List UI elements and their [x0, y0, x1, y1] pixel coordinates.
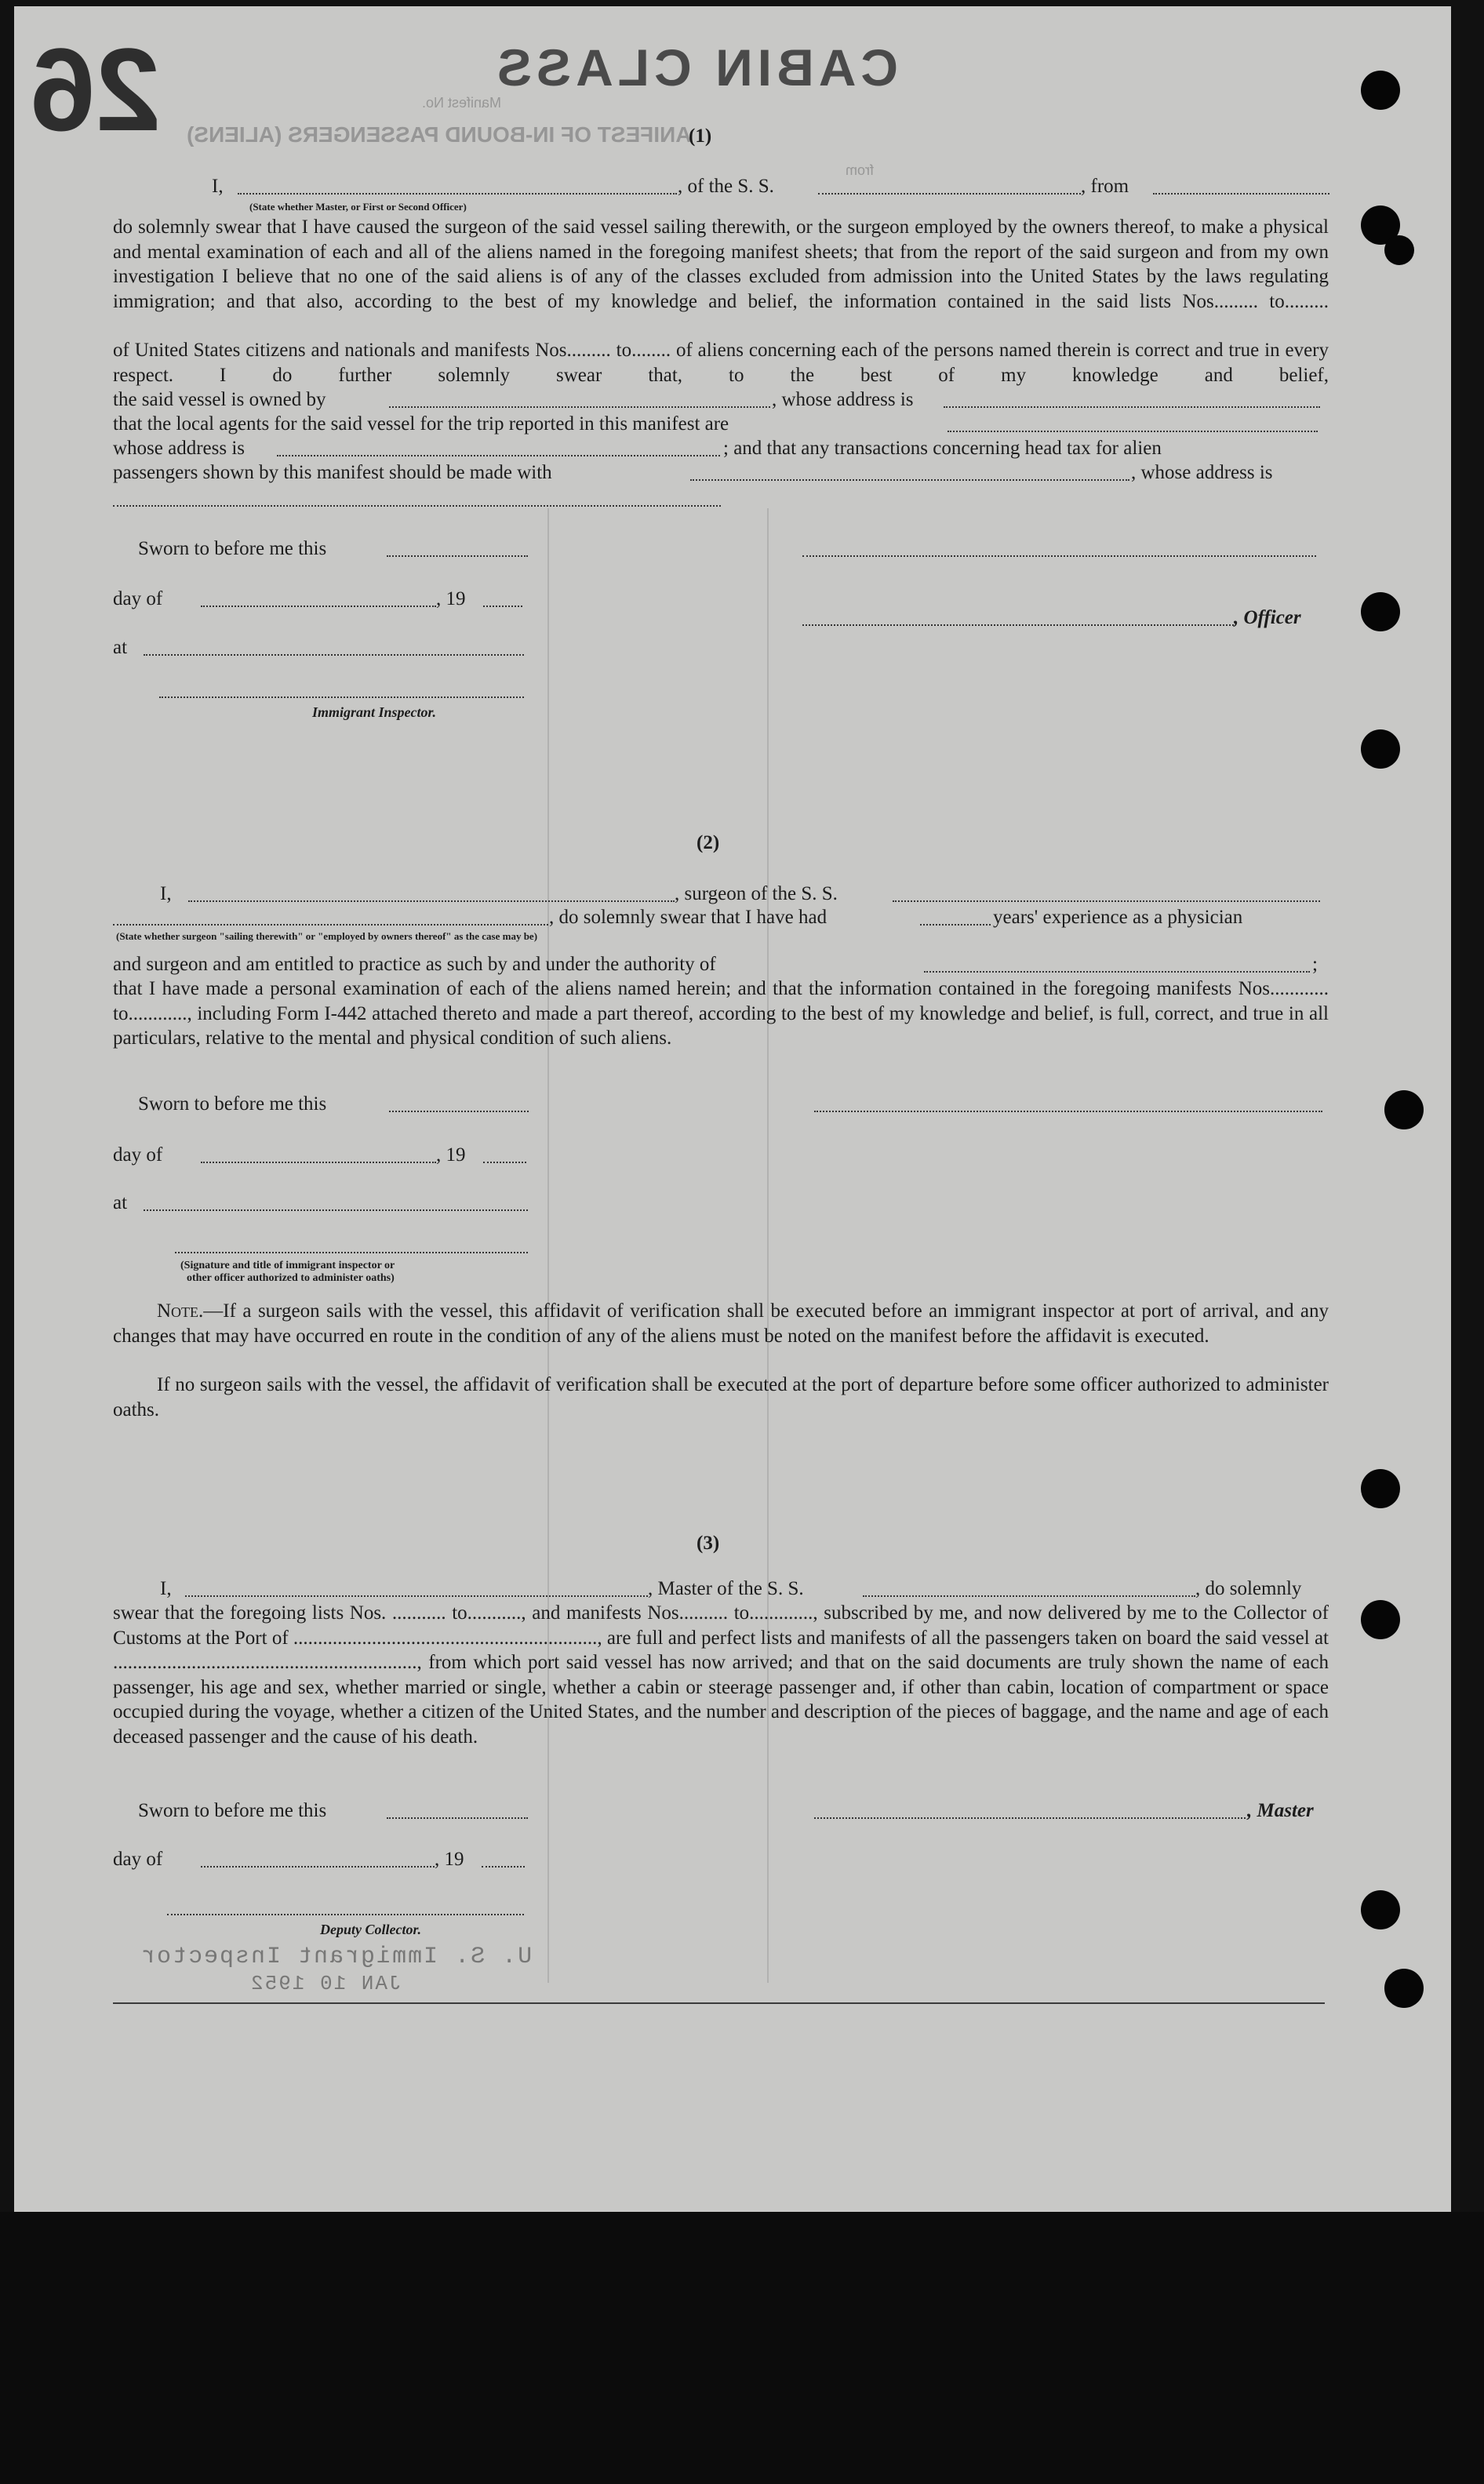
s1-inspector-signature[interactable] [159, 696, 524, 698]
s1-agents-field[interactable] [948, 431, 1318, 432]
s2-year-label: , 19 [436, 1144, 466, 1166]
s3-deputy-caption: Deputy Collector. [320, 1922, 421, 1937]
s1-passengers-label: passengers shown by this manifest should be made with [113, 462, 552, 483]
s1-owner-field[interactable] [389, 406, 770, 408]
s1-whose-address3-label: , whose address is [1131, 462, 1273, 483]
s2-i-label: I, [160, 883, 172, 904]
s3-master-label: , Master [1247, 1800, 1314, 1821]
s2-at-field[interactable] [144, 1209, 528, 1211]
binder-hole [1361, 1469, 1400, 1508]
s2-year-field[interactable] [483, 1162, 526, 1163]
s2-at-label: at [113, 1192, 128, 1213]
s1-day-of-label: day of [113, 588, 163, 609]
s2-surgeon-signature[interactable] [814, 1111, 1322, 1112]
s1-of-ss-label: , of the S. S. [678, 176, 774, 197]
s2-day-of-label: day of [113, 1144, 163, 1166]
s2-month-field[interactable] [201, 1162, 436, 1163]
s1-whose-address2-label: whose address is [113, 438, 246, 459]
bleed-manifest-title: ANIFEST OF IN-BOUND PASSENGERS (ALIENS) [187, 122, 692, 147]
s2-years-field[interactable] [920, 924, 991, 926]
s3-month-field[interactable] [201, 1866, 435, 1868]
section-3-number: (3) [697, 1533, 720, 1554]
s1-name-field[interactable] [238, 193, 677, 195]
s3-name-field[interactable] [185, 1595, 648, 1597]
s1-sworn-day-field[interactable] [387, 555, 528, 557]
scan-background [0, 2212, 1484, 2484]
s1-head-tax-address-field[interactable] [113, 505, 721, 507]
s2-note2: If no surgeon sails with the vessel, the affidavit of verification shall be executed at the port of departure before some officer authorized to administer oaths. [113, 1374, 1329, 1420]
s2-note [113, 1299, 1329, 1348]
bleed-column-rule [767, 508, 769, 1983]
s1-whose-address-label: , whose address is [772, 389, 914, 410]
s1-inspector-caption: Immigrant Inspector. [312, 704, 437, 720]
binder-hole [1384, 1969, 1424, 2008]
s3-sworn-label: Sworn to before me this [138, 1800, 327, 1821]
bottom-rule [113, 2002, 1325, 2004]
s1-local-agents-label: that the local agents for the said vessel for the trip reported in this manifest are [113, 413, 729, 435]
s1-officer-line-2[interactable] [802, 624, 1234, 626]
s2-surgeon-of-label: , surgeon of the S. S. [675, 883, 838, 904]
bleed-manifest-no: Manifest No. [422, 95, 502, 111]
s1-sworn-label: Sworn to before me this [138, 538, 327, 559]
s1-year-label: , 19 [436, 588, 466, 609]
s1-at-label: at [113, 637, 128, 658]
inspector-stamp-line-1: U. S. Immigrant Inspector [140, 1944, 533, 1970]
s3-sworn-day-field[interactable] [387, 1817, 528, 1819]
s1-body2: of United States citizens and nationals and manifests Nos......... to........ of aliens concerning each of the persons named therein is correct and true in every respect. I do further solemnly swear that, to the best of my knowledge and belief, [113, 340, 1329, 386]
binder-hole [1361, 1890, 1400, 1929]
page-number: 26 [30, 24, 161, 155]
s1-i-label: I, [212, 176, 224, 197]
s1-vessel-field[interactable] [818, 193, 1081, 195]
s1-head-tax-party-field[interactable] [690, 479, 1129, 481]
s3-do-solemnly-label: , do solemnly [1195, 1578, 1302, 1599]
section-1-number: (1) [689, 125, 712, 147]
s2-sig-caption-2: other officer authorized to administer oaths) [187, 1272, 395, 1284]
binder-hole [1361, 592, 1400, 631]
s1-officer-line-1[interactable] [802, 555, 1316, 557]
s2-body: and surgeon and am entitled to practice as such by and under the authority of [113, 954, 716, 975]
inspector-stamp-line-2: JAN 10 1952 [249, 1972, 402, 1995]
s2-authority-field[interactable] [924, 971, 1310, 973]
binder-hole [1384, 235, 1414, 265]
s3-body: swear that the foregoing lists Nos. ........... to..........., and manifests Nos.......... to............., subscribed by me, and now delivered by me to the Collector of Customs at the Port of .............................................................., are full and perfect lists and manifests of all the passengers taken on board the said vessel at .............................................................., from which port said vessel has now arrived; and that on the said documents are truly shown the name of each passenger, his age and sex, whether married or single, whether a cabin or steerage passenger and, if other than cabin, location of compartment or space occupied during the voyage, whether a citizen of the United States, and the number and description of the pieces of baggage, and the name and age of each deceased passenger and the cause of his death. [113, 1602, 1329, 1748]
s2-name-field[interactable] [188, 900, 675, 902]
binder-hole [1361, 1600, 1400, 1639]
cabin-class-heading: CABIN CLASS [493, 38, 899, 96]
binder-hole [1361, 71, 1400, 110]
s2-sig-caption-1: (Signature and title of immigrant inspector or [180, 1260, 395, 1271]
s2-capacity-field[interactable] [113, 924, 548, 926]
s3-vessel-field[interactable] [863, 1595, 1195, 1597]
binder-hole [1361, 729, 1400, 769]
s1-caption: (State whether Master, or First or Second Officer) [249, 201, 467, 213]
s2-sworn-day-field[interactable] [389, 1111, 529, 1112]
s2-body2: that I have made a personal examination of each of the aliens named herein; and that the information contained in the foregoing manifests Nos............ to............, including Form I-442 attached thereto and made a part thereof, according to the best of my knowledge and belief, is full, correct, and true in all particulars, relative to the mental and physical condition of such aliens. [113, 978, 1329, 1049]
s1-body: do solemnly swear that I have caused the surgeon of the said vessel sailing therewith, or the surgeon employed by the owners thereof, to make a physical and mental examination of each and all of the aliens named in the foregoing manifest sheets; that from the report of the said surgeon and from my own investigation I believe that no one of the said aliens is of any of the classes excluded from admission into the United States by the laws regulating immigration; and that also, according to the best of my knowledge and belief, the information contained in the said lists Nos......... to......... [113, 216, 1329, 312]
s3-day-of-label: day of [113, 1849, 163, 1870]
s1-head-tax-label: ; and that any transactions concerning head tax for alien [723, 438, 1162, 459]
s3-master-of-label: , Master of the S. S. [648, 1578, 804, 1599]
s1-officer-label: , Officer [1234, 607, 1301, 628]
s1-at-field[interactable] [144, 654, 524, 656]
bleed-from: from [846, 162, 874, 178]
binder-hole [1384, 1090, 1424, 1129]
section-2-number: (2) [697, 832, 720, 853]
s1-owned-by-label: the said vessel is owned by [113, 389, 326, 410]
s2-official-signature[interactable] [175, 1252, 528, 1253]
s2-semicolon: ; [1312, 954, 1318, 975]
s1-from-field[interactable] [1153, 193, 1329, 195]
s2-vessel-field[interactable] [893, 900, 1320, 902]
s3-i-label: I, [160, 1578, 172, 1599]
s1-from-label: , from [1081, 176, 1129, 197]
s3-deputy-signature[interactable] [167, 1914, 524, 1915]
s3-year-label: , 19 [435, 1849, 464, 1870]
s2-sworn-label: Sworn to before me this [138, 1093, 327, 1115]
s2-do-solemnly-label: , do solemnly swear that I have had [549, 907, 827, 928]
s2-note-text: —If a surgeon sails with the vessel, this affidavit of verification shall be executed before an immigrant inspector at port of arrival, and any changes that may have occurred en route in the condition of any of the aliens must be noted on the manifest before the affidavit is executed. [113, 1300, 1329, 1347]
bleed-column-rule [547, 508, 549, 1983]
s1-agents-address-field[interactable] [277, 455, 720, 456]
s3-master-signature[interactable] [814, 1817, 1246, 1819]
s1-owner-address-field[interactable] [944, 406, 1320, 408]
s2-caption: (State whether surgeon "sailing therewith" or "employed by owners thereof" as the case may be) [116, 930, 538, 942]
s3-year-field[interactable] [482, 1866, 525, 1868]
s1-year-field[interactable] [483, 606, 522, 607]
document-page [14, 6, 1451, 2212]
s2-years-exp-label: years' experience as a physician [993, 907, 1243, 928]
s2-note-label: Note. [157, 1300, 204, 1322]
s1-month-field[interactable] [201, 606, 436, 607]
